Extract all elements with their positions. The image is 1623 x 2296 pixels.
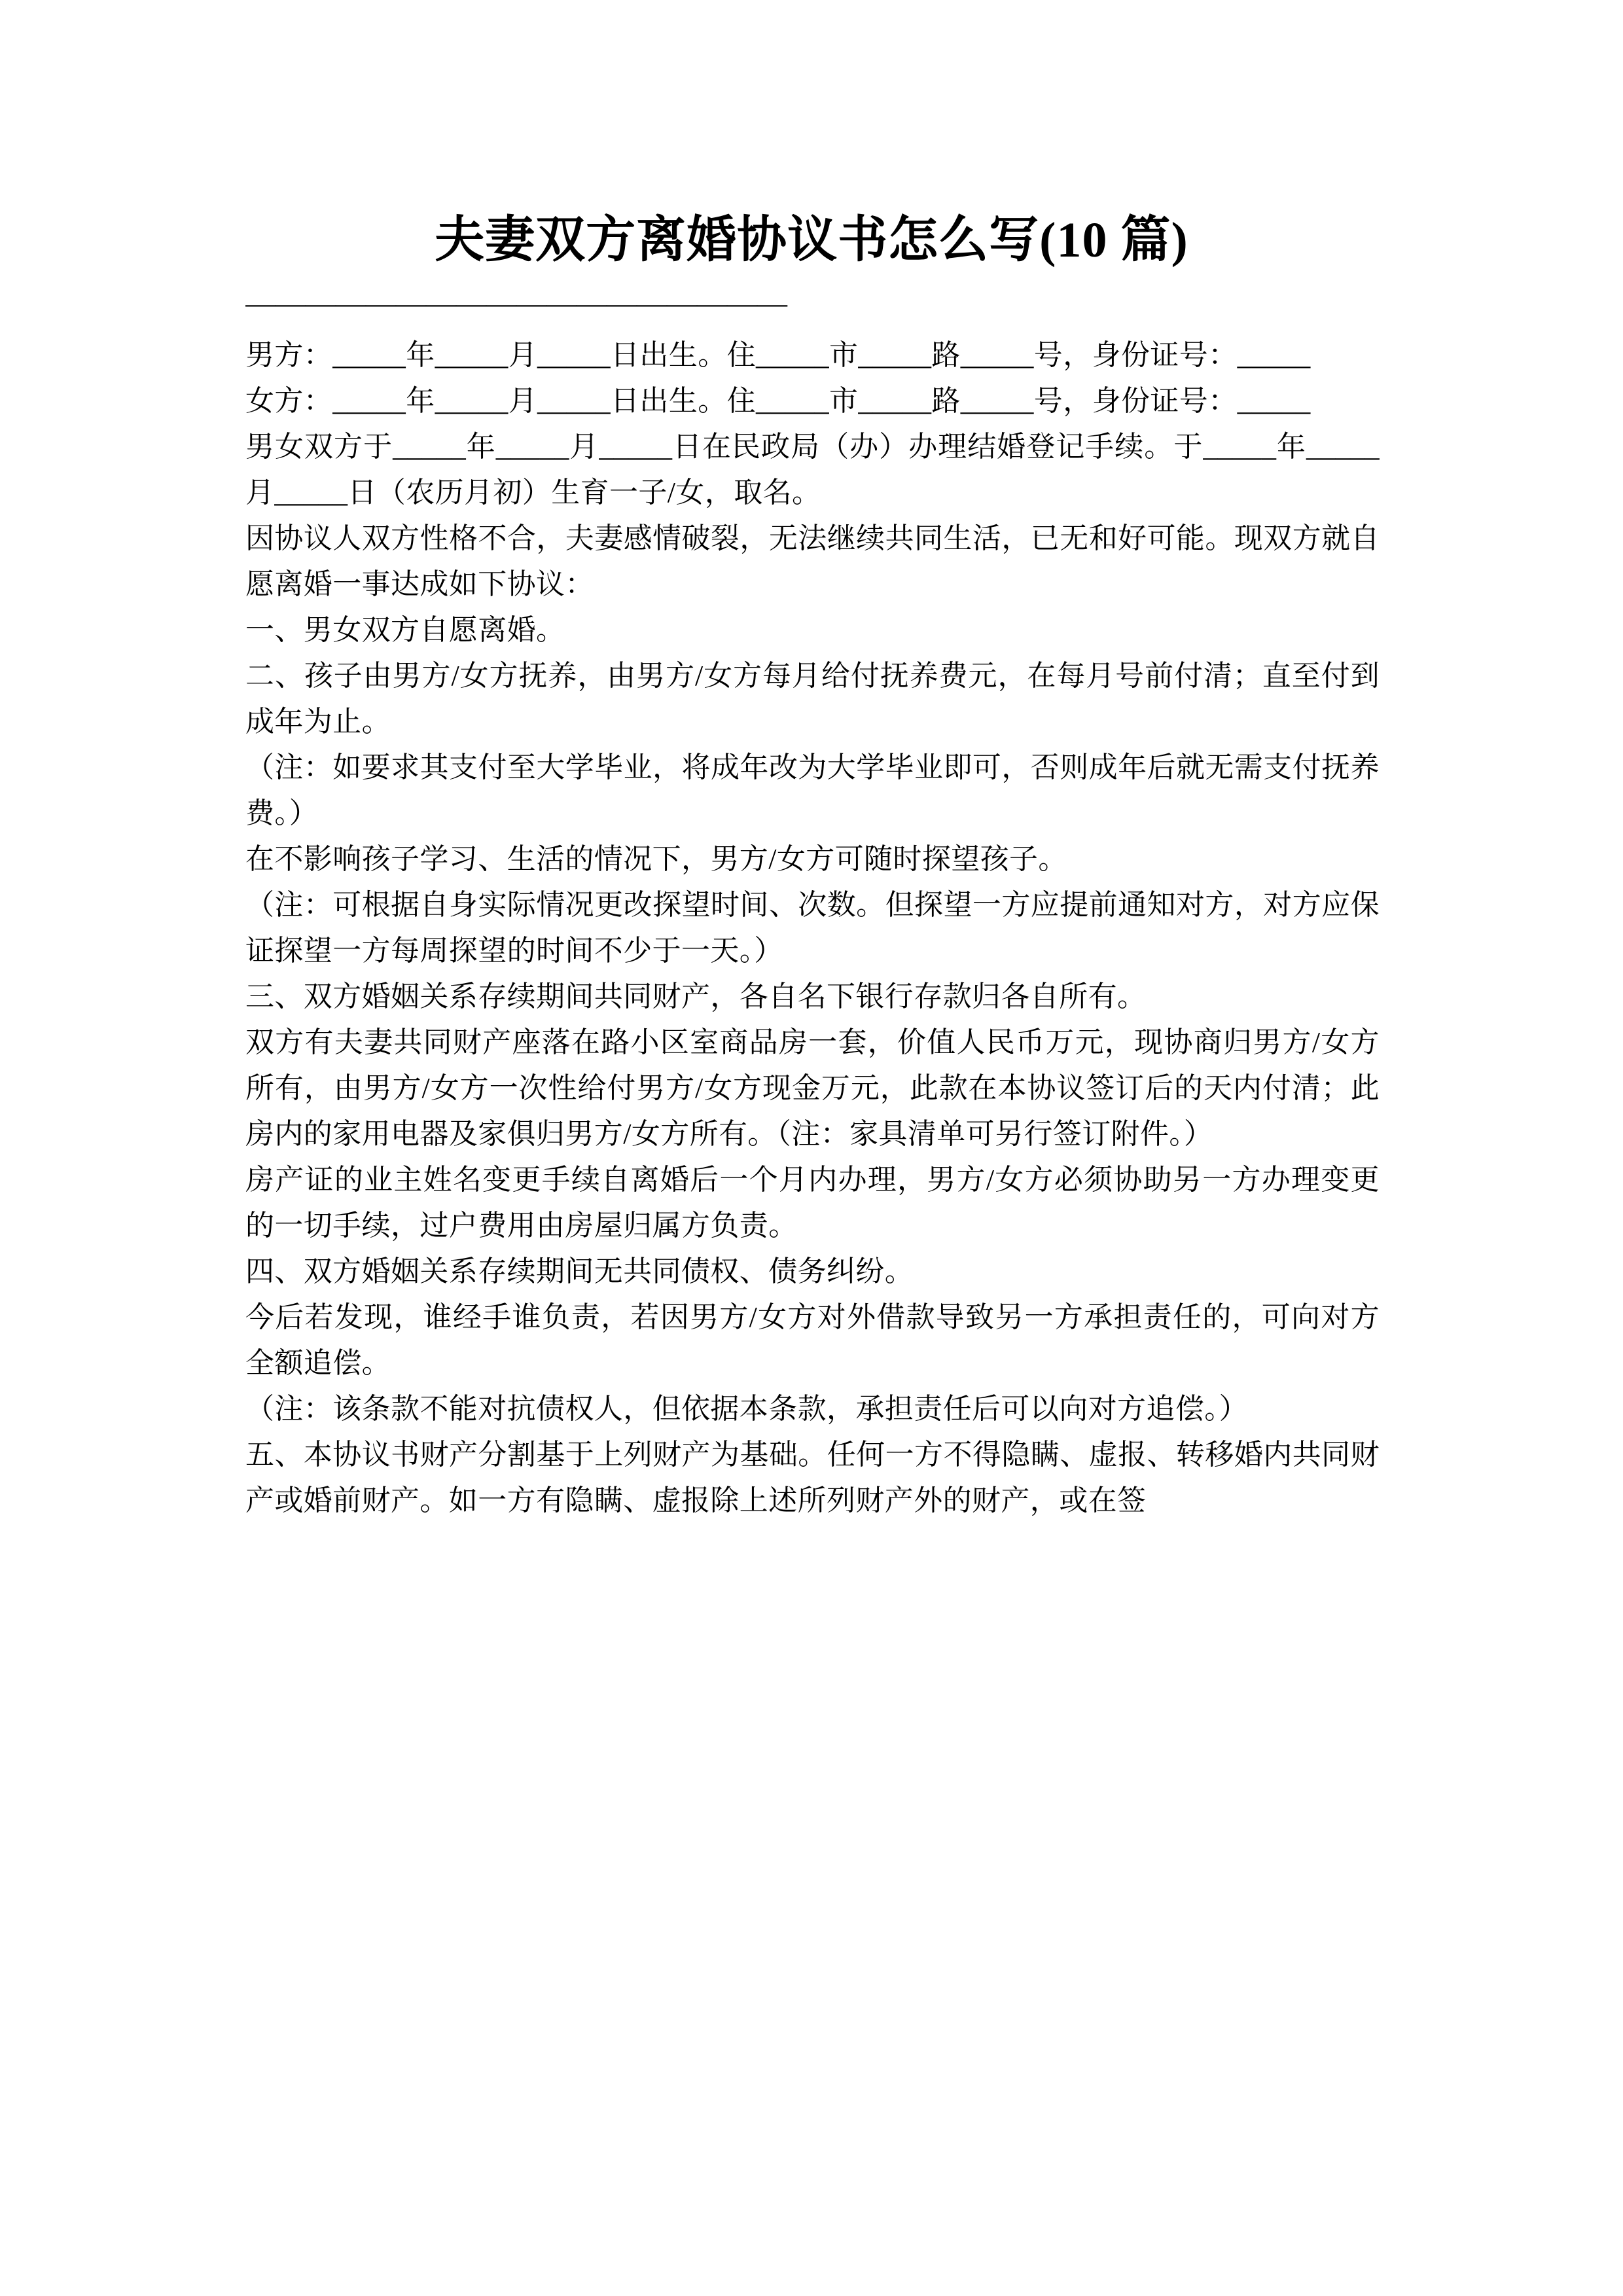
page-title: 夫妻双方离婚协议书怎么写(10 篇) <box>435 212 1188 268</box>
note-support-until-graduation: （注：如要求其支付至大学毕业，将成年改为大学毕业即可，否则成年后就无需支付抚养费。） <box>245 751 1380 829</box>
marriage-registration-line: 男女双方于_____年_____月_____日在民政局（办）办理结婚登记手续。于_____年_____月_____日（农历月初）生育一子/女，取名。 <box>245 431 1380 509</box>
clause-four: 四、双方婚姻关系存续期间无共同债权、债务纠纷。 <box>245 1255 914 1287</box>
party-male-line: 男方：_____年_____月_____日出生。住_____市_____路_____号，身份证号：_____ <box>245 339 1311 371</box>
deed-transfer-paragraph: 房产证的业主姓名变更手续自离婚后一个月内办理，男方/女方必须协助另一方办理变更的一切手续，过户费用由房屋归属方负责。 <box>245 1164 1380 1242</box>
clause-two: 二、孩子由男方/女方抚养，由男方/女方每月给付抚养费元，在每月号前付清；直至付到成年为止。 <box>245 660 1380 738</box>
document-body <box>245 332 1380 1524</box>
visitation-paragraph: 在不影响孩子学习、生活的情况下，男方/女方可随时探望孩子。 <box>245 843 1067 875</box>
note-creditor: （注：该条款不能对抗债权人，但依据本条款，承担责任后可以向对方追偿。） <box>245 1393 1248 1425</box>
divorce-reason-paragraph: 因协议人双方性格不合，夫妻感情破裂，无法继续共同生活，已无和好可能。现双方就自愿离婚一事达成如下协议： <box>245 522 1380 600</box>
note-visitation: （注：可根据自身实际情况更改探望时间、次数。但探望一方应提前通知对方，对方应保证探望一方每周探望的时间不少于一天。） <box>245 889 1380 967</box>
debt-liability-paragraph: 今后若发现，谁经手谁负责，若因男方/女方对外借款导致另一方承担责任的，可向对方全额追偿。 <box>245 1301 1380 1379</box>
property-paragraph: 双方有夫妻共同财产座落在路小区室商品房一套，价值人民币万元，现协商归男方/女方所有，由男方/女方一次性给付男方/女方现金万元，此款在本协议签订后的天内付清；此房内的家用电器及家俱归男方/女方所有。（注：家具清单可另行签订附件。） <box>245 1026 1380 1150</box>
party-female-line: 女方：_____年_____月_____日出生。住_____市_____路_____号，身份证号：_____ <box>245 385 1311 417</box>
title-divider: —————————————————— <box>245 286 787 319</box>
clause-five: 五、本协议书财产分割基于上列财产为基础。任何一方不得隐瞒、虚报、转移婚内共同财产或婚前财产。如一方有隐瞒、虚报除上述所列财产外的财产，或在签 <box>245 1439 1380 1516</box>
clause-one: 一、男女双方自愿离婚。 <box>245 614 565 646</box>
clause-three: 三、双方婚姻关系存续期间共同财产，各自名下银行存款归各自所有。 <box>245 980 1147 1013</box>
